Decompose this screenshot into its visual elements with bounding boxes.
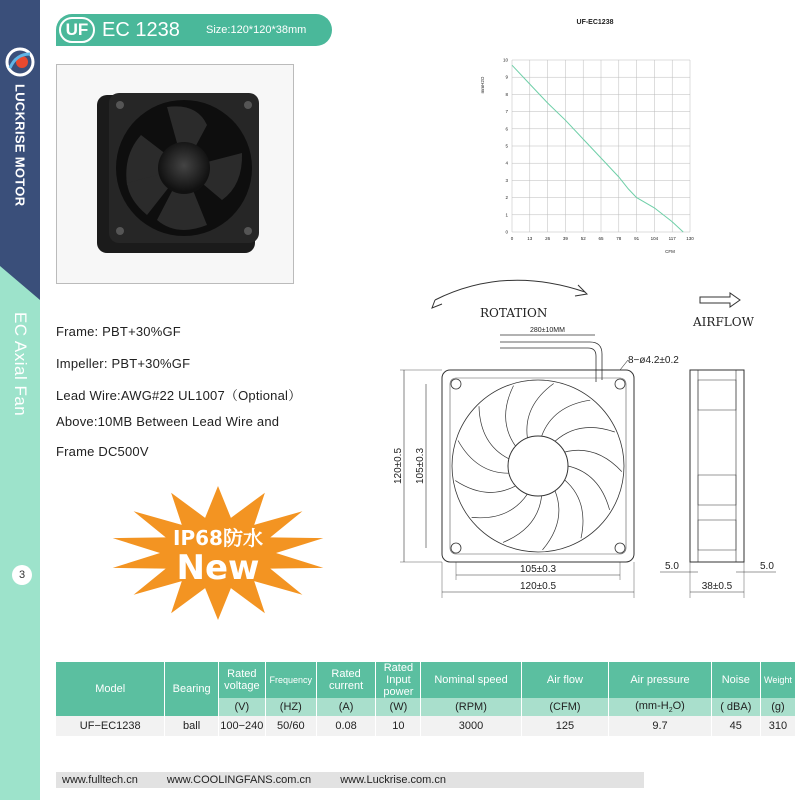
model-header xyxy=(56,14,332,46)
y-tick-label: 2 xyxy=(505,195,508,201)
airflow-arrow-icon xyxy=(700,293,740,307)
table-header-row xyxy=(56,662,796,698)
uf-logo: UF xyxy=(59,17,95,43)
impeller-blade xyxy=(542,400,591,436)
x-tick-label: 26 xyxy=(545,236,551,241)
lead-wire xyxy=(500,342,602,382)
side-dim-left: 5.0 xyxy=(665,561,679,572)
product-photo xyxy=(56,64,294,284)
th-speed: Nominal speed xyxy=(421,662,521,698)
chart-title: UF-EC1238 xyxy=(576,19,614,26)
series-name xyxy=(6,312,34,462)
impeller-blade xyxy=(479,406,509,459)
unit-noise: ( dBA) xyxy=(711,698,760,716)
dimension-drawing xyxy=(380,270,800,610)
cell-pressure: 9.7 xyxy=(609,716,712,736)
footer-link-luckrise[interactable]: www.Luckrise.com.cn xyxy=(340,774,446,786)
x-tick-label: 130 xyxy=(686,236,694,241)
impeller-blade xyxy=(506,386,516,447)
impeller-blade xyxy=(472,494,528,518)
x-tick-label: 0 xyxy=(510,236,514,241)
ip68-new-badge xyxy=(108,485,328,620)
rotation-arrow-tail xyxy=(432,300,442,308)
model-title: EC 1238 xyxy=(102,19,180,41)
impeller-blade xyxy=(568,466,610,510)
th-model: Model xyxy=(56,662,165,716)
rotation-label: ROTATION xyxy=(480,306,548,320)
rotation-arrow xyxy=(435,280,585,300)
cell-noise: 45 xyxy=(711,716,760,736)
unit-voltage: (V) xyxy=(218,698,265,716)
y-tick-label: 3 xyxy=(505,177,508,183)
impeller-blade xyxy=(455,481,515,493)
y-tick-label: 9 xyxy=(505,74,508,80)
cell-current: 0.08 xyxy=(316,716,376,736)
impeller-blade xyxy=(543,491,559,550)
y-tick-label: 0 xyxy=(505,229,508,235)
x-tick-label: 78 xyxy=(616,236,622,241)
chart-series-line xyxy=(512,65,683,232)
sidebar xyxy=(0,0,40,800)
dim-120-vertical: 120±0.5 xyxy=(393,447,404,485)
badge-line2: New xyxy=(176,548,260,588)
chart-x-ticks xyxy=(511,236,695,241)
impeller-blade xyxy=(555,427,615,441)
th-voltage: Rated voltage xyxy=(218,662,265,698)
cell-bearing: ball xyxy=(165,716,218,736)
th-current: Rated current xyxy=(316,662,376,698)
th-noise: Noise xyxy=(711,662,760,698)
x-tick-label: 65 xyxy=(598,236,604,241)
x-tick-label: 13 xyxy=(527,236,533,241)
y-tick-label: 1 xyxy=(505,212,508,218)
unit-current: (A) xyxy=(316,698,376,716)
brand-label: LUCKRISE MOTOR xyxy=(12,84,28,207)
luckrise-logo-icon xyxy=(4,46,36,78)
brand-name xyxy=(4,84,36,207)
cell-voltage: 100−240 xyxy=(218,716,265,736)
cell-model: UF−EC1238 xyxy=(56,716,165,736)
th-airflow: Air flow xyxy=(521,662,609,698)
spec-lead-wire: Lead Wire:AWG#22 UL1007（Optional） xyxy=(56,388,302,403)
y-tick-label: 6 xyxy=(505,126,508,132)
chart-ylabel: mmH2O xyxy=(480,76,485,94)
th-power: Rated Input power xyxy=(376,662,421,698)
impeller-blade xyxy=(527,384,554,438)
x-tick-label: 117 xyxy=(668,236,676,241)
unit-airflow: (CFM) xyxy=(521,698,609,716)
x-tick-label: 52 xyxy=(580,236,586,241)
unit-power: (W) xyxy=(376,698,421,716)
table-row xyxy=(56,716,796,736)
page-number: 3 xyxy=(12,565,32,585)
sidebar-notch xyxy=(0,266,40,300)
cell-weight: 310 xyxy=(760,716,795,736)
impeller-blade xyxy=(503,496,542,543)
impeller-blade xyxy=(565,480,583,538)
holes-label: 8−ø4.2±0.2 xyxy=(628,355,679,366)
cell-power: 10 xyxy=(376,716,421,736)
th-bearing: Bearing xyxy=(165,662,218,716)
y-tick-label: 8 xyxy=(505,91,508,97)
th-frequency: Frequency xyxy=(265,662,316,698)
spec-frame: Frame: PBT+30%GF xyxy=(56,324,181,339)
impeller-blade xyxy=(565,450,622,471)
performance-chart xyxy=(480,10,710,265)
spec-insulation: Above:10MB Between Lead Wire and xyxy=(56,414,280,429)
dim-105-vertical: 105±0.3 xyxy=(415,447,426,485)
x-tick-label: 39 xyxy=(562,236,568,241)
airflow-label: AIRFLOW xyxy=(693,315,754,329)
spec-impeller: Impeller: PBT+30%GF xyxy=(56,356,191,371)
model-size: Size:120*120*38mm xyxy=(206,24,307,36)
side-dim-right: 5.0 xyxy=(760,561,774,572)
chart-grid xyxy=(512,60,690,232)
th-weight: Weight xyxy=(760,662,795,698)
cell-airflow: 125 xyxy=(521,716,609,736)
unit-pressure: $(mm-H_2O)$ xyxy=(609,698,712,716)
x-tick-label: 91 xyxy=(634,236,640,241)
footer-links xyxy=(56,772,644,788)
cell-speed: 3000 xyxy=(421,716,521,736)
impeller-blade xyxy=(458,441,509,474)
x-tick-label: 104 xyxy=(650,236,659,241)
y-tick-label: 7 xyxy=(505,109,508,115)
dim-120-horizontal: 120±0.5 xyxy=(519,581,557,592)
series-label: EC Axial Fan xyxy=(11,312,30,417)
y-tick-label: 4 xyxy=(505,160,508,166)
chart-y-ticks xyxy=(503,58,509,235)
wire-length-label: 280±10MM xyxy=(530,327,565,334)
chart-xlabel: CFM xyxy=(665,249,675,254)
fan-photo-icon xyxy=(57,65,295,285)
y-tick-label: 5 xyxy=(505,143,508,149)
footer-link-coolingfans[interactable]: www.COOLINGFANS.com.cn xyxy=(166,774,312,786)
footer-link-fulltech[interactable]: www.fulltech.cn xyxy=(62,774,138,786)
cell-frequency: 50/60 xyxy=(265,716,316,736)
unit-frequency: (HZ) xyxy=(265,698,316,716)
side-dim-depth: 38±0.5 xyxy=(701,581,733,592)
th-pressure: Air pressure xyxy=(609,662,712,698)
y-tick-label: 10 xyxy=(502,57,508,63)
spec-table xyxy=(56,662,796,736)
dim-105-horizontal: 105±0.3 xyxy=(519,564,557,575)
spec-insulation-cont: Frame DC500V xyxy=(56,444,149,459)
unit-speed: (RPM) xyxy=(421,698,521,716)
impeller-blades xyxy=(455,384,622,550)
badge-line1: IP68防水 xyxy=(173,526,263,550)
unit-weight: (g) xyxy=(760,698,795,716)
